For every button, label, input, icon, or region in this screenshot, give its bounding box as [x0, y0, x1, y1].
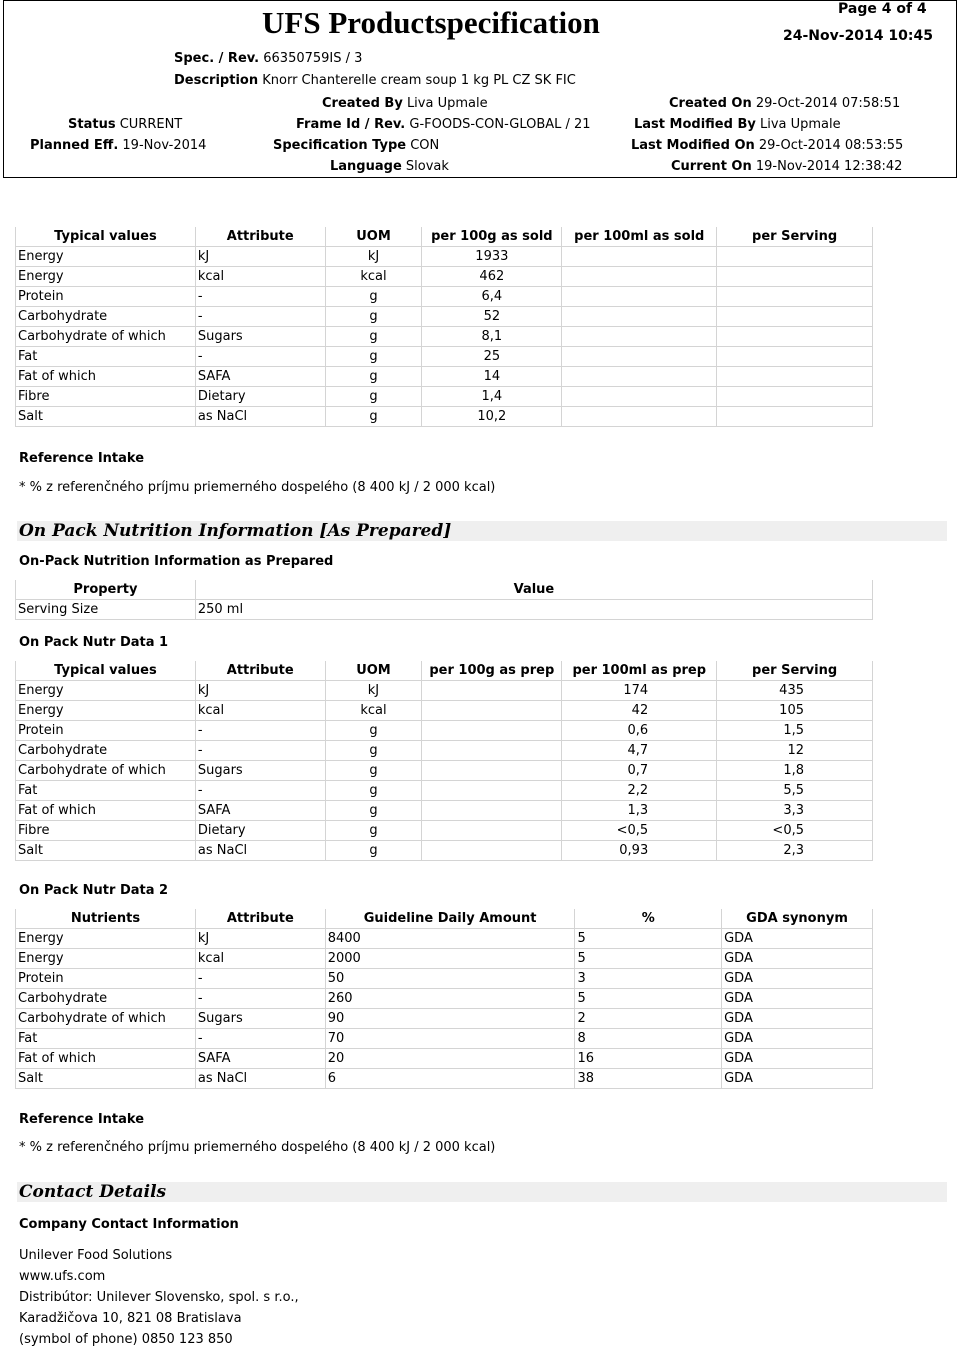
- table-cell: GDA: [722, 969, 873, 989]
- table-cell: 5,5: [717, 781, 873, 801]
- spec-type-field: Specification Type CON: [273, 138, 440, 153]
- print-date: 24-Nov-2014 10:45: [783, 28, 933, 44]
- table-cell: 50: [325, 969, 575, 989]
- table-cell: 5: [575, 989, 722, 1009]
- table-cell: -: [195, 741, 325, 761]
- table-cell: Fat of which: [16, 367, 196, 387]
- table-cell: kcal: [325, 267, 422, 287]
- page-number: Page 4 of 4: [838, 1, 927, 17]
- table-cell: Protein: [16, 969, 196, 989]
- table-cell: Energy: [16, 701, 196, 721]
- description-field: Description Knorr Chanterelle cream soup 1 kg PL CZ SK FIC: [174, 73, 576, 88]
- table-cell: Energy: [16, 681, 196, 701]
- table-cell: [717, 247, 873, 267]
- nutr-data-1-label: On Pack Nutr Data 1: [19, 635, 169, 650]
- table-cell: 2,3: [717, 841, 873, 861]
- table-cell: [717, 367, 873, 387]
- column-header: per Serving: [717, 227, 873, 247]
- section-title-contact: Contact Details: [17, 1182, 947, 1202]
- table-row: [16, 781, 873, 801]
- table-cell: -: [195, 287, 325, 307]
- table-cell: kcal: [325, 701, 422, 721]
- table-cell: 1,3: [562, 801, 717, 821]
- column-header: %: [575, 909, 722, 929]
- table-cell: [422, 841, 562, 861]
- table-cell: 4,7: [562, 741, 717, 761]
- created-by-field: Created By Liva Upmale: [322, 96, 488, 111]
- table-cell: [562, 327, 717, 347]
- column-header: UOM: [325, 661, 422, 681]
- table-row: [16, 247, 873, 267]
- gda-table: [15, 909, 873, 1089]
- table-cell: Fat: [16, 347, 196, 367]
- table-cell: g: [325, 287, 422, 307]
- table-cell: Carbohydrate: [16, 989, 196, 1009]
- column-header: per 100g as prep: [422, 661, 562, 681]
- table-header-row: [16, 661, 873, 681]
- table-cell: -: [195, 307, 325, 327]
- table-cell: 0,6: [562, 721, 717, 741]
- table-cell: [717, 267, 873, 287]
- table-row: [16, 821, 873, 841]
- table-cell: 1,5: [717, 721, 873, 741]
- table-row: [16, 347, 873, 367]
- nutrition-as-prep-table: [15, 661, 873, 861]
- frame-field: Frame Id / Rev. G-FOODS-CON-GLOBAL / 21: [296, 117, 591, 132]
- table-cell: SAFA: [195, 801, 325, 821]
- table-cell: [422, 761, 562, 781]
- table-cell: [422, 741, 562, 761]
- table-cell: Fat of which: [16, 801, 196, 821]
- table-cell: 14: [422, 367, 562, 387]
- table-cell: 260: [325, 989, 575, 1009]
- document-title: UFS Productspecification: [262, 5, 600, 40]
- table-cell: 10,2: [422, 407, 562, 427]
- table-cell: 8,1: [422, 327, 562, 347]
- table-body: [16, 247, 873, 427]
- table-row: [16, 929, 873, 949]
- property-header: Property: [16, 580, 196, 600]
- table-cell: as NaCl: [195, 1069, 325, 1089]
- table-cell: kJ: [195, 247, 325, 267]
- table-cell: 2000: [325, 949, 575, 969]
- table-cell: g: [325, 801, 422, 821]
- section-title-on-pack: On Pack Nutrition Information [As Prepared]: [17, 521, 947, 541]
- nutrition-as-sold-table: [15, 227, 873, 427]
- last-modified-by-field: Last Modified By Liva Upmale: [634, 117, 841, 132]
- table-row: [16, 721, 873, 741]
- value-header: Value: [195, 580, 872, 600]
- serving-size-label: Serving Size: [16, 600, 196, 620]
- column-header: Typical values: [16, 661, 196, 681]
- reference-intake-label: Reference Intake: [19, 451, 145, 466]
- table-cell: 435: [717, 681, 873, 701]
- table-cell: [717, 287, 873, 307]
- table-row: [16, 989, 873, 1009]
- table-cell: Carbohydrate: [16, 741, 196, 761]
- table-body: [16, 681, 873, 861]
- table-cell: 6,4: [422, 287, 562, 307]
- table-cell: <0,5: [562, 821, 717, 841]
- table-cell: 8400: [325, 929, 575, 949]
- table-cell: Carbohydrate of which: [16, 1009, 196, 1029]
- table-cell: 1,4: [422, 387, 562, 407]
- table-cell: Energy: [16, 267, 196, 287]
- table-cell: g: [325, 367, 422, 387]
- serving-size-table: [15, 580, 873, 620]
- table-cell: -: [195, 1029, 325, 1049]
- table-row: [16, 801, 873, 821]
- table-cell: Fat of which: [16, 1049, 196, 1069]
- table-cell: 2: [575, 1009, 722, 1029]
- table-cell: [717, 307, 873, 327]
- contact-line: www.ufs.com: [19, 1269, 106, 1284]
- table-cell: 16: [575, 1049, 722, 1069]
- table-cell: 70: [325, 1029, 575, 1049]
- serving-size-value: 250 ml: [195, 600, 872, 620]
- table-header-row: [16, 909, 873, 929]
- table-cell: Fat: [16, 1029, 196, 1049]
- table-cell: 20: [325, 1049, 575, 1069]
- table-row: [16, 407, 873, 427]
- column-header: UOM: [325, 227, 422, 247]
- column-header: per 100ml as sold: [562, 227, 717, 247]
- column-header: per 100g as sold: [422, 227, 562, 247]
- table-cell: [717, 407, 873, 427]
- contact-subtitle: Company Contact Information: [19, 1217, 239, 1232]
- table-cell: Dietary: [195, 387, 325, 407]
- planned-eff-field: Planned Eff. 19-Nov-2014: [30, 138, 207, 153]
- table-cell: [562, 287, 717, 307]
- table-cell: [422, 821, 562, 841]
- table-cell: -: [195, 721, 325, 741]
- table-cell: 6: [325, 1069, 575, 1089]
- table-cell: [562, 307, 717, 327]
- column-header: per Serving: [717, 661, 873, 681]
- table-cell: Salt: [16, 841, 196, 861]
- column-header: Attribute: [195, 909, 325, 929]
- table-cell: g: [325, 721, 422, 741]
- table-cell: kJ: [325, 247, 422, 267]
- contact-line: (symbol of phone) 0850 123 850: [19, 1332, 233, 1347]
- table-cell: g: [325, 387, 422, 407]
- table-cell: 105: [717, 701, 873, 721]
- table-row: [16, 841, 873, 861]
- table-cell: 2,2: [562, 781, 717, 801]
- last-modified-on-field: Last Modified On 29-Oct-2014 08:53:55: [631, 138, 904, 153]
- table-cell: Fibre: [16, 821, 196, 841]
- table-cell: g: [325, 761, 422, 781]
- table-cell: -: [195, 781, 325, 801]
- table-cell: g: [325, 741, 422, 761]
- table-row: [16, 701, 873, 721]
- table-cell: Energy: [16, 247, 196, 267]
- table-row: [16, 327, 873, 347]
- reference-intake-label-2: Reference Intake: [19, 1112, 145, 1127]
- table-cell: kcal: [195, 267, 325, 287]
- table-cell: 90: [325, 1009, 575, 1029]
- table-cell: -: [195, 989, 325, 1009]
- table-cell: [422, 701, 562, 721]
- table-cell: <0,5: [717, 821, 873, 841]
- table-cell: 0,7: [562, 761, 717, 781]
- table-cell: 1933: [422, 247, 562, 267]
- table-cell: SAFA: [195, 1049, 325, 1069]
- table-cell: -: [195, 969, 325, 989]
- table-cell: [562, 247, 717, 267]
- reference-intake-text: * % z referenčného príjmu priemerného dospelého (8 400 kJ / 2 000 kcal): [19, 480, 496, 495]
- table-cell: 0,93: [562, 841, 717, 861]
- table-cell: g: [325, 841, 422, 861]
- on-pack-subtitle: On-Pack Nutrition Information as Prepared: [19, 554, 334, 569]
- table-cell: 8: [575, 1029, 722, 1049]
- table-row: [16, 267, 873, 287]
- current-on-field: Current On 19-Nov-2014 12:38:42: [671, 159, 903, 174]
- table-cell: g: [325, 347, 422, 367]
- table-row: [16, 387, 873, 407]
- table-row: [16, 969, 873, 989]
- table-cell: Protein: [16, 721, 196, 741]
- column-header: Attribute: [195, 227, 325, 247]
- status-field: Status CURRENT: [68, 117, 183, 132]
- table-cell: Energy: [16, 949, 196, 969]
- table-cell: [717, 387, 873, 407]
- table-cell: 3,3: [717, 801, 873, 821]
- table-cell: [562, 387, 717, 407]
- table-cell: Sugars: [195, 327, 325, 347]
- table-cell: Protein: [16, 287, 196, 307]
- table-cell: g: [325, 821, 422, 841]
- table-cell: GDA: [722, 1009, 873, 1029]
- language-field: Language Slovak: [330, 159, 449, 174]
- column-header: Nutrients: [16, 909, 196, 929]
- table-cell: [562, 407, 717, 427]
- table-cell: [422, 801, 562, 821]
- table-cell: kcal: [195, 701, 325, 721]
- table-cell: -: [195, 347, 325, 367]
- table-cell: GDA: [722, 1069, 873, 1089]
- table-row: [16, 741, 873, 761]
- table-cell: GDA: [722, 989, 873, 1009]
- table-cell: [717, 347, 873, 367]
- table-cell: 52: [422, 307, 562, 327]
- nutr-data-2-label: On Pack Nutr Data 2: [19, 883, 169, 898]
- created-on-field: Created On 29-Oct-2014 07:58:51: [669, 96, 901, 111]
- table-cell: GDA: [722, 1029, 873, 1049]
- table-cell: Carbohydrate: [16, 307, 196, 327]
- table-cell: g: [325, 781, 422, 801]
- spec-rev-field: Spec. / Rev. 66350759IS / 3: [174, 51, 363, 66]
- column-header: per 100ml as prep: [562, 661, 717, 681]
- table-cell: [562, 347, 717, 367]
- table-row: [16, 761, 873, 781]
- table-row: [16, 949, 873, 969]
- table-row: [16, 681, 873, 701]
- column-header: Guideline Daily Amount: [325, 909, 575, 929]
- reference-intake-text-2: * % z referenčného príjmu priemerného dospelého (8 400 kJ / 2 000 kcal): [19, 1140, 496, 1155]
- table-cell: [717, 327, 873, 347]
- table-cell: 42: [562, 701, 717, 721]
- table-cell: as NaCl: [195, 841, 325, 861]
- column-header: Typical values: [16, 227, 196, 247]
- table-cell: kJ: [195, 929, 325, 949]
- table-cell: Dietary: [195, 821, 325, 841]
- table-cell: 462: [422, 267, 562, 287]
- table-cell: kJ: [325, 681, 422, 701]
- table-row: [16, 287, 873, 307]
- contact-line: Karadžičova 10, 821 08 Bratislava: [19, 1311, 242, 1326]
- table-cell: GDA: [722, 1049, 873, 1069]
- table-cell: [562, 267, 717, 287]
- table-cell: 25: [422, 347, 562, 367]
- table-cell: Energy: [16, 929, 196, 949]
- table-cell: Fibre: [16, 387, 196, 407]
- table-cell: kcal: [195, 949, 325, 969]
- table-body: [16, 929, 873, 1089]
- table-cell: GDA: [722, 949, 873, 969]
- table-row: [16, 1009, 873, 1029]
- table-cell: [422, 681, 562, 701]
- contact-lines: [19, 1245, 299, 1350]
- table-cell: GDA: [722, 929, 873, 949]
- table-cell: Carbohydrate of which: [16, 761, 196, 781]
- table-cell: Fat: [16, 781, 196, 801]
- table-cell: Salt: [16, 407, 196, 427]
- contact-line: Unilever Food Solutions: [19, 1248, 173, 1263]
- table-cell: [422, 721, 562, 741]
- table-cell: Salt: [16, 1069, 196, 1089]
- column-header: GDA synonym: [722, 909, 873, 929]
- table-cell: 1,8: [717, 761, 873, 781]
- table-cell: Sugars: [195, 761, 325, 781]
- table-cell: Sugars: [195, 1009, 325, 1029]
- table-cell: kJ: [195, 681, 325, 701]
- table-row: [16, 1049, 873, 1069]
- contact-line: Distribútor: Unilever Slovensko, spol. s r.o.,: [19, 1290, 299, 1305]
- table-cell: 5: [575, 929, 722, 949]
- table-cell: SAFA: [195, 367, 325, 387]
- table-cell: g: [325, 327, 422, 347]
- table-row: [16, 367, 873, 387]
- table-cell: g: [325, 407, 422, 427]
- table-row: [16, 1069, 873, 1089]
- table-row: [16, 1029, 873, 1049]
- table-cell: 38: [575, 1069, 722, 1089]
- column-header: Attribute: [195, 661, 325, 681]
- table-cell: [562, 367, 717, 387]
- table-cell: 3: [575, 969, 722, 989]
- table-cell: 12: [717, 741, 873, 761]
- table-cell: [422, 781, 562, 801]
- table-cell: 5: [575, 949, 722, 969]
- table-cell: g: [325, 307, 422, 327]
- table-cell: Carbohydrate of which: [16, 327, 196, 347]
- table-header-row: [16, 227, 873, 247]
- table-cell: as NaCl: [195, 407, 325, 427]
- table-row: [16, 307, 873, 327]
- table-cell: 174: [562, 681, 717, 701]
